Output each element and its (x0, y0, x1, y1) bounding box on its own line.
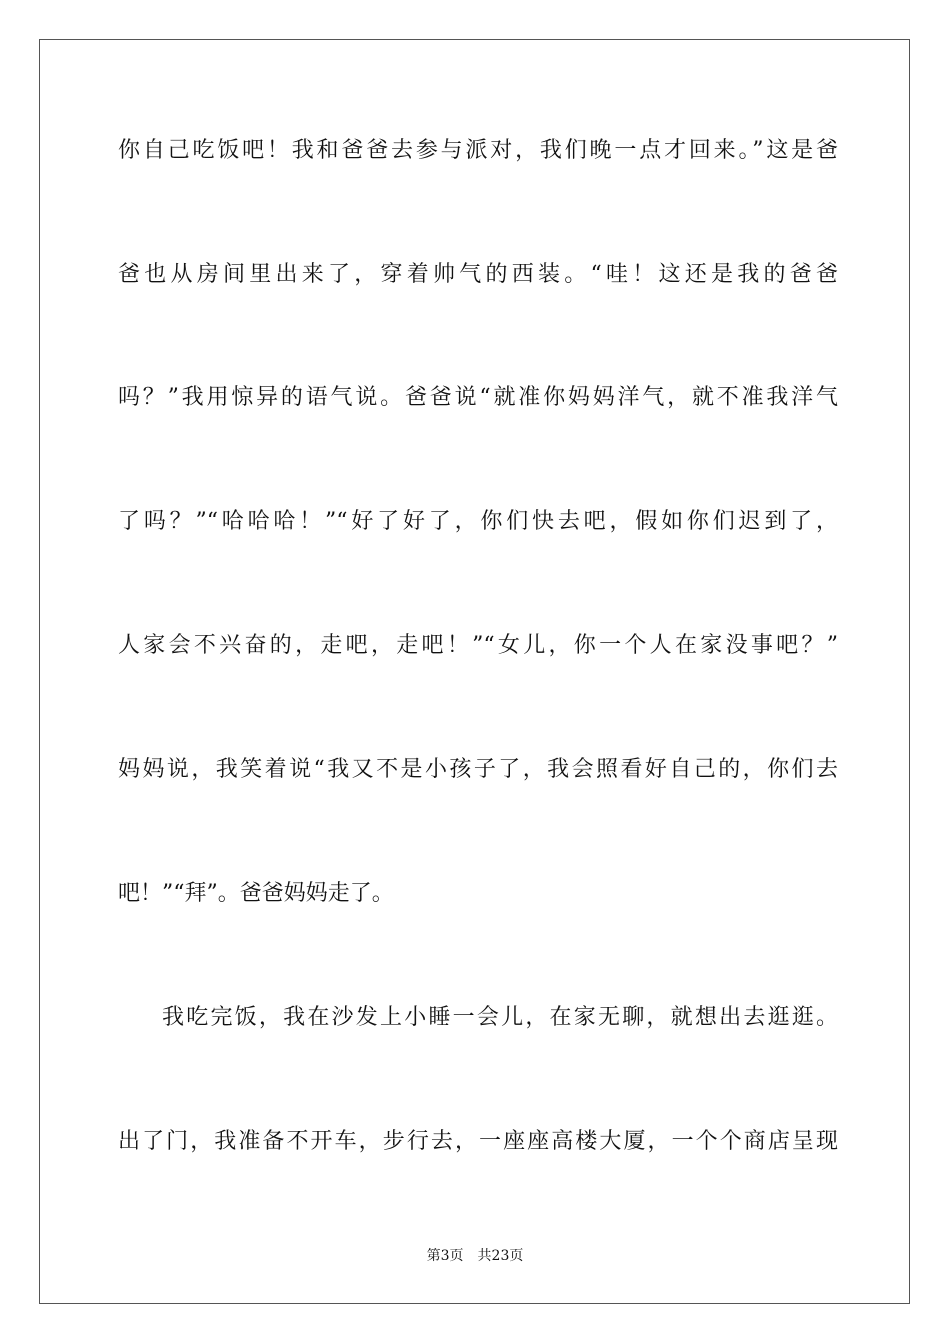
page-total: 共23页 (477, 1248, 524, 1264)
page-footer (0, 1246, 950, 1266)
body-line-7: 吧！”“拜”。爸爸妈妈走了。 (118, 881, 394, 906)
body-line-8: 我吃完饭，我在沙发上小睡一会儿，在家无聊，就想出去逛逛。 (162, 1005, 838, 1030)
body-line-4: 了吗？”“哈哈哈！”“好了好了，你们快去吧，假如你们迟到了， (118, 509, 838, 534)
body-line-5: 人家会不兴奋的，走吧，走吧！”“女儿，你一个人在家没事吧？” (118, 633, 838, 658)
body-line-9: 出了门，我准备不开车，步行去，一座座高楼大厦，一个个商店呈现 (118, 1129, 838, 1154)
body-line-6: 妈妈说，我笑着说“我又不是小孩子了，我会照看好自己的，你们去 (118, 757, 838, 782)
body-line-3: 吗？”我用惊异的语气说。爸爸说“就准你妈妈洋气，就不准我洋气 (118, 385, 838, 410)
body-line-2: 爸也从房间里出来了，穿着帅气的西装。“哇！这还是我的爸爸 (118, 262, 838, 287)
page-number: 第3页 (426, 1248, 464, 1264)
page-border (39, 39, 910, 1304)
body-line-1: 你自己吃饭吧！我和爸爸去参与派对，我们晚一点才回来。”这是爸 (118, 138, 838, 163)
